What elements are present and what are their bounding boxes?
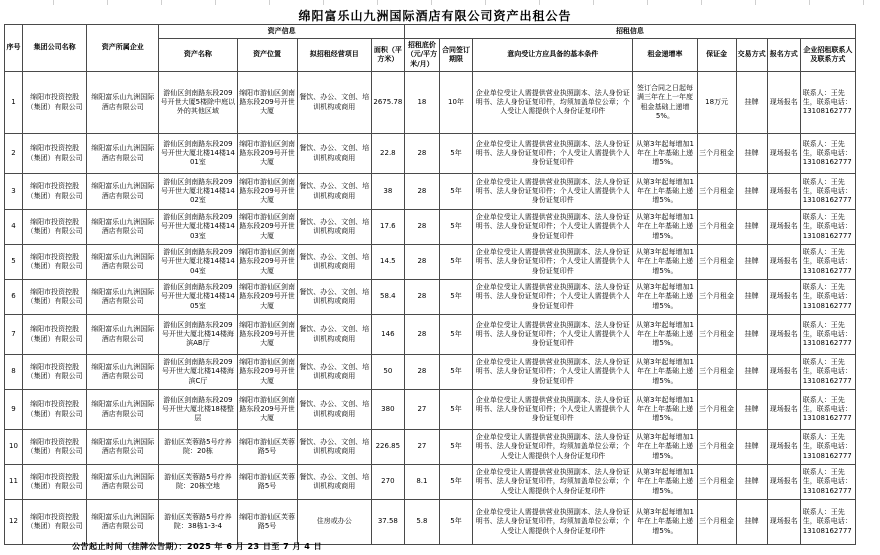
- table-cell: 游仙区剑南路东段209号开世大厦北楼14楼1402室: [159, 174, 237, 210]
- table-cell: 绵阳富乐山九洲国际酒店有限公司: [87, 355, 159, 390]
- table-cell: 18万元: [697, 72, 736, 134]
- table-cell: 绵阳富乐山九洲国际酒店有限公司: [87, 210, 159, 245]
- table-cell: 游仙区剑南路东段209号开世大厦北楼14楼海滨AB厅: [159, 315, 237, 355]
- table-cell: 三个月租金: [697, 134, 736, 174]
- table-cell: 绵阳富乐山九洲国际酒店有限公司: [87, 390, 159, 430]
- table-cell: 现场报名: [767, 245, 800, 280]
- table-cell: 从第3年起每增加1年在上年基础上递增5%。: [633, 315, 697, 355]
- table-cell: 挂牌: [736, 245, 767, 280]
- table-cell: 从第3年起每增加1年在上年基础上递增5%。: [633, 500, 697, 545]
- table-cell: 餐饮、办公、文创、培训机构或商用: [297, 174, 371, 210]
- table-cell: 5.8: [404, 500, 439, 545]
- table-cell: 三个月租金: [697, 315, 736, 355]
- table-cell: 联系人：王先生，联系电话：13108162777: [800, 134, 855, 174]
- table-cell: 联系人：王先生，联系电话：13108162777: [800, 315, 855, 355]
- table-cell: 绵阳市游仙区剑南路东段209号开世大厦: [237, 134, 297, 174]
- table-cell: 三个月租金: [697, 430, 736, 465]
- table-cell: 绵阳市游仙区芙蓉路5号: [237, 500, 297, 545]
- table-cell: 挂牌: [736, 280, 767, 315]
- header-asset-name: 资产名称: [159, 39, 237, 72]
- table-cell: 5年: [439, 134, 472, 174]
- table-cell: 联系人：王先生，联系电话：13108162777: [800, 465, 855, 500]
- table-cell: 28: [404, 174, 439, 210]
- header-contract-term: 合同签订期限: [439, 39, 472, 72]
- table-cell: 联系人：王先生，联系电话：13108162777: [800, 430, 855, 465]
- table-cell: 绵阳富乐山九洲国际酒店有限公司: [87, 245, 159, 280]
- table-cell: 挂牌: [736, 210, 767, 245]
- table-cell: 联系人：王先生，联系电话：13108162777: [800, 355, 855, 390]
- header-rent-increase-rate: 租金递增率: [633, 39, 697, 72]
- table-cell: 绵阳市投资控股（集团）有限公司: [23, 174, 87, 210]
- table-cell: 三个月租金: [697, 245, 736, 280]
- table-cell: 绵阳市游仙区剑南路东段209号开世大厦: [237, 280, 297, 315]
- table-header: [5, 25, 856, 72]
- header-transferee-conditions: 意向受让方应具备的基本条件: [473, 39, 633, 72]
- table-cell: 签订合同之日起每满三年在上一年度租金基础上递增5%。: [633, 72, 697, 134]
- table-cell: 绵阳市游仙区剑南路东段209号开世大厦: [237, 315, 297, 355]
- table-row: [5, 210, 856, 245]
- table-row: [5, 174, 856, 210]
- table-cell: 挂牌: [736, 355, 767, 390]
- header-business-project: 拟招租经营项目: [297, 39, 371, 72]
- table-cell: 住房或办公: [297, 500, 371, 545]
- table-cell: 企业单位受让人需提供营业执照副本、法人身份证明书、法人身份证复印件；个人受让人需提供个人身份证复印件: [473, 210, 633, 245]
- table-cell: 22.8: [371, 134, 404, 174]
- header-registration-method: 报名方式: [767, 39, 800, 72]
- table-cell: 三个月租金: [697, 280, 736, 315]
- table-cell: 企业单位受让人需提供营业执照副本、法人身份证明书、法人身份证复印件，均须加盖单位公章；个人受让人需提供个人身份证复印件: [473, 72, 633, 134]
- table-row: [5, 355, 856, 390]
- table-cell: 企业单位受让人需提供营业执照副本、法人身份证明书、法人身份证复印件，均须加盖单位公章；个人受让人需提供个人身份证复印件: [473, 465, 633, 500]
- table-cell: 挂牌: [736, 500, 767, 545]
- table-cell: 9: [5, 390, 23, 430]
- table-cell: 10: [5, 430, 23, 465]
- page-title: 绵阳富乐山九洲国际酒店有限公司资产出租公告: [298, 9, 572, 23]
- table-cell: 绵阳市游仙区剑南路东段209号开世大厦: [237, 174, 297, 210]
- table-cell: 5年: [439, 465, 472, 500]
- table-cell: 三个月租金: [697, 174, 736, 210]
- table-cell: 联系人：王先生，联系电话：13108162777: [800, 500, 855, 545]
- table-cell: 27: [404, 430, 439, 465]
- table-cell: 5年: [439, 210, 472, 245]
- table-cell: 挂牌: [736, 134, 767, 174]
- table-cell: 226.85: [371, 430, 404, 465]
- table-cell: 绵阳市投资控股（集团）有限公司: [23, 280, 87, 315]
- header-group-row: [5, 25, 856, 39]
- header-area: 面积（平方米）: [371, 39, 404, 72]
- table-cell: 挂牌: [736, 430, 767, 465]
- table-cell: 三个月租金: [697, 500, 736, 545]
- table-cell: 游仙区剑南路东段209号开世大厦北楼14楼1401室: [159, 134, 237, 174]
- announcement-period: 公告起止时间（挂牌公告期）：2025 年 6 月 23 日至 7 月 4 日: [72, 542, 323, 551]
- table-cell: 挂牌: [736, 72, 767, 134]
- table-cell: 11: [5, 465, 23, 500]
- table-cell: 现场报名: [767, 390, 800, 430]
- table-cell: 餐饮、办公、文创、培训机构或商用: [297, 355, 371, 390]
- table-cell: 游仙区剑南路东段209号开世大厦5楼除中庭以外的其他区域: [159, 72, 237, 134]
- table-cell: 企业单位受让人需提供营业执照副本、法人身份证明书、法人身份证复印件；个人受让人需提供个人身份证复印件: [473, 355, 633, 390]
- table-cell: 游仙区剑南路东段209号开世大厦北楼18楼整层: [159, 390, 237, 430]
- table-cell: 38: [371, 174, 404, 210]
- table-cell: 5年: [439, 174, 472, 210]
- table-cell: 游仙区芙蓉路5号疗养院：38栋1-3-4: [159, 500, 237, 545]
- table-cell: 游仙区剑南路东段209号开世大厦北楼14楼1405室: [159, 280, 237, 315]
- table-cell: 餐饮、办公、文创、培训机构或商用: [297, 390, 371, 430]
- table-cell: 现场报名: [767, 280, 800, 315]
- table-cell: 5年: [439, 355, 472, 390]
- table-cell: 绵阳富乐山九洲国际酒店有限公司: [87, 430, 159, 465]
- table-cell: 联系人：王先生，联系电话：13108162777: [800, 72, 855, 134]
- header-serial-number: 序号: [5, 25, 23, 72]
- spreadsheet-column-guides: [0, 0, 880, 5]
- table-cell: 联系人：王先生，联系电话：13108162777: [800, 245, 855, 280]
- table-cell: 从第3年起每增加1年在上年基础上递增5%。: [633, 430, 697, 465]
- header-base-price: 招租底价（元/平方米/月）: [404, 39, 439, 72]
- table-cell: 6: [5, 280, 23, 315]
- table-cell: 绵阳富乐山九洲国际酒店有限公司: [87, 280, 159, 315]
- table-cell: 2675.78: [371, 72, 404, 134]
- header-group-company: 集团公司名称: [23, 25, 87, 72]
- table-row: [5, 465, 856, 500]
- table-cell: 餐饮、办公、文创、培训机构或商用: [297, 465, 371, 500]
- table-cell: 12: [5, 500, 23, 545]
- table-cell: 2: [5, 134, 23, 174]
- table-cell: 58.4: [371, 280, 404, 315]
- table-cell: 3: [5, 174, 23, 210]
- asset-rental-table: [4, 24, 856, 545]
- table-row: [5, 72, 856, 134]
- table-cell: 8.1: [404, 465, 439, 500]
- table-cell: 挂牌: [736, 174, 767, 210]
- table-cell: 企业单位受让人需提供营业执照副本、法人身份证明书、法人身份证复印件；个人受让人需提供个人身份证复印件: [473, 174, 633, 210]
- table-cell: 企业单位受让人需提供营业执照副本、法人身份证明书、法人身份证复印件；个人受让人需提供个人身份证复印件: [473, 280, 633, 315]
- table-cell: 17.6: [371, 210, 404, 245]
- table-cell: 1: [5, 72, 23, 134]
- table-cell: 三个月租金: [697, 465, 736, 500]
- table-cell: 绵阳市游仙区剑南路东段209号开世大厦: [237, 355, 297, 390]
- table-cell: 游仙区芙蓉路5号疗养院：20栋: [159, 430, 237, 465]
- table-cell: 绵阳富乐山九洲国际酒店有限公司: [87, 72, 159, 134]
- table-cell: 挂牌: [736, 315, 767, 355]
- table-cell: 现场报名: [767, 465, 800, 500]
- table-cell: 从第3年起每增加1年在上年基础上递增5%。: [633, 355, 697, 390]
- table-cell: 270: [371, 465, 404, 500]
- table-cell: 4: [5, 210, 23, 245]
- table-cell: 餐饮、办公、文创、培训机构或商用: [297, 315, 371, 355]
- header-contact: 企业招租联系人及联系方式: [800, 39, 855, 72]
- table-cell: 餐饮、办公、文创、培训机构或商用: [297, 72, 371, 134]
- table-cell: 绵阳市投资控股（集团）有限公司: [23, 72, 87, 134]
- table-cell: 绵阳富乐山九洲国际酒店有限公司: [87, 134, 159, 174]
- table-row: [5, 500, 856, 545]
- table-cell: 28: [404, 355, 439, 390]
- table-cell: 游仙区剑南路东段209号开世大厦北楼14楼1404室: [159, 245, 237, 280]
- table-row: [5, 390, 856, 430]
- table-cell: 绵阳市投资控股（集团）有限公司: [23, 465, 87, 500]
- table-body: [5, 72, 856, 545]
- table-cell: 380: [371, 390, 404, 430]
- table-cell: 5年: [439, 500, 472, 545]
- table-cell: 从第3年起每增加1年在上年基础上递增5%。: [633, 465, 697, 500]
- table-cell: 50: [371, 355, 404, 390]
- table-cell: 146: [371, 315, 404, 355]
- table-cell: 现场报名: [767, 210, 800, 245]
- table-cell: 绵阳市投资控股（集团）有限公司: [23, 245, 87, 280]
- table-cell: 三个月租金: [697, 355, 736, 390]
- table-cell: 18: [404, 72, 439, 134]
- table-cell: 挂牌: [736, 465, 767, 500]
- table-row: [5, 280, 856, 315]
- table-cell: 现场报名: [767, 500, 800, 545]
- table-cell: 餐饮、办公、文创、培训机构或商用: [297, 134, 371, 174]
- table-cell: 现场报名: [767, 355, 800, 390]
- table-cell: 现场报名: [767, 315, 800, 355]
- table-cell: 从第3年起每增加1年在上年基础上递增5%。: [633, 174, 697, 210]
- table-cell: 从第3年起每增加1年在上年基础上递增5%。: [633, 280, 697, 315]
- table-cell: 绵阳富乐山九洲国际酒店有限公司: [87, 315, 159, 355]
- table-cell: 14.5: [371, 245, 404, 280]
- header-asset-info-group: 资产信息: [159, 25, 405, 39]
- table-cell: 现场报名: [767, 174, 800, 210]
- table-cell: 绵阳市游仙区剑南路东段209号开世大厦: [237, 210, 297, 245]
- table-cell: 绵阳市游仙区剑南路东段209号开世大厦: [237, 245, 297, 280]
- table-cell: 37.58: [371, 500, 404, 545]
- table-row: [5, 245, 856, 280]
- table-cell: 联系人：王先生，联系电话：13108162777: [800, 174, 855, 210]
- table-cell: 现场报名: [767, 430, 800, 465]
- header-deposit: 保证金: [697, 39, 736, 72]
- table-cell: 游仙区芙蓉路5号疗养院：20栋空地: [159, 465, 237, 500]
- table-cell: 企业单位受让人需提供营业执照副本、法人身份证明书、法人身份证复印件；个人受让人需提供个人身份证复印件: [473, 315, 633, 355]
- table-cell: 28: [404, 280, 439, 315]
- table-cell: 28: [404, 210, 439, 245]
- table-cell: 7: [5, 315, 23, 355]
- table-cell: 绵阳富乐山九洲国际酒店有限公司: [87, 465, 159, 500]
- table-cell: 餐饮、办公、文创、培训机构或商用: [297, 210, 371, 245]
- table-cell: 绵阳市投资控股（集团）有限公司: [23, 500, 87, 545]
- table-cell: 企业单位受让人需提供营业执照副本、法人身份证明书、法人身份证复印件；个人受让人需提供个人身份证复印件: [473, 245, 633, 280]
- table-cell: 5年: [439, 390, 472, 430]
- table-cell: 28: [404, 245, 439, 280]
- table-cell: 绵阳市游仙区芙蓉路5号: [237, 430, 297, 465]
- table-cell: 28: [404, 315, 439, 355]
- table-cell: 从第3年起每增加1年在上年基础上递增5%。: [633, 390, 697, 430]
- table-cell: 5年: [439, 245, 472, 280]
- table-cell: 三个月租金: [697, 390, 736, 430]
- table-cell: 绵阳市投资控股（集团）有限公司: [23, 134, 87, 174]
- table-cell: 5: [5, 245, 23, 280]
- table-cell: 绵阳市游仙区剑南路东段209号开世大厦: [237, 390, 297, 430]
- table-cell: 绵阳市投资控股（集团）有限公司: [23, 315, 87, 355]
- header-owning-enterprise: 资产所属企业: [87, 25, 159, 72]
- table-cell: 绵阳富乐山九洲国际酒店有限公司: [87, 500, 159, 545]
- table-cell: 28: [404, 134, 439, 174]
- table-cell: 5年: [439, 430, 472, 465]
- table-cell: 现场报名: [767, 72, 800, 134]
- table-cell: 从第3年起每增加1年在上年基础上递增5%。: [633, 134, 697, 174]
- table-cell: 餐饮、办公、文创、培训机构或商用: [297, 245, 371, 280]
- table-cell: 5年: [439, 280, 472, 315]
- table-cell: 餐饮、办公、文创、培训机构或商用: [297, 280, 371, 315]
- table-cell: 10年: [439, 72, 472, 134]
- table-cell: 企业单位受让人需提供营业执照副本、法人身份证明书、法人身份证复印件，均须加盖单位公章；个人受让人需提供个人身份证复印件: [473, 500, 633, 545]
- table-cell: 绵阳市游仙区剑南路东段209号开世大厦: [237, 72, 297, 134]
- header-asset-location: 资产位置: [237, 39, 297, 72]
- table-cell: 游仙区剑南路东段209号开世大厦北楼14楼海滨C厅: [159, 355, 237, 390]
- table-cell: 绵阳市投资控股（集团）有限公司: [23, 210, 87, 245]
- table-cell: 企业单位受让人需提供营业执照副本、法人身份证明书、法人身份证复印件，均须加盖单位公章；个人受让人需提供个人身份证复印件: [473, 430, 633, 465]
- table-cell: 从第3年起每增加1年在上年基础上递增5%。: [633, 210, 697, 245]
- table-cell: 5年: [439, 315, 472, 355]
- header-rental-info-group: 招租信息: [404, 25, 855, 39]
- table-cell: 联系人：王先生，联系电话：13108162777: [800, 210, 855, 245]
- table-cell: 从第3年起每增加1年在上年基础上递增5%。: [633, 245, 697, 280]
- table-cell: 绵阳市投资控股（集团）有限公司: [23, 430, 87, 465]
- table-cell: 挂牌: [736, 390, 767, 430]
- table-cell: 绵阳市投资控股（集团）有限公司: [23, 390, 87, 430]
- table-cell: 餐饮、办公、文创、培训机构或商用: [297, 430, 371, 465]
- table-cell: 联系人：王先生，联系电话：13108162777: [800, 280, 855, 315]
- table-row: [5, 315, 856, 355]
- table-cell: 现场报名: [767, 134, 800, 174]
- table-cell: 绵阳富乐山九洲国际酒店有限公司: [87, 174, 159, 210]
- header-transaction-method: 交易方式: [736, 39, 767, 72]
- table-cell: 游仙区剑南路东段209号开世大厦北楼14楼1403室: [159, 210, 237, 245]
- table-cell: 27: [404, 390, 439, 430]
- table-cell: 绵阳市游仙区芙蓉路5号: [237, 465, 297, 500]
- table-row: [5, 134, 856, 174]
- table-cell: 绵阳市投资控股（集团）有限公司: [23, 355, 87, 390]
- table-cell: 三个月租金: [697, 210, 736, 245]
- table-cell: 企业单位受让人需提供营业执照副本、法人身份证明书、法人身份证复印件；个人受让人需提供个人身份证复印件: [473, 134, 633, 174]
- table-cell: 8: [5, 355, 23, 390]
- table-row: [5, 430, 856, 465]
- table-cell: 企业单位受让人需提供营业执照副本、法人身份证明书、法人身份证复印件；个人受让人需提供个人身份证复印件: [473, 390, 633, 430]
- table-cell: 联系人：王先生，联系电话：13108162777: [800, 390, 855, 430]
